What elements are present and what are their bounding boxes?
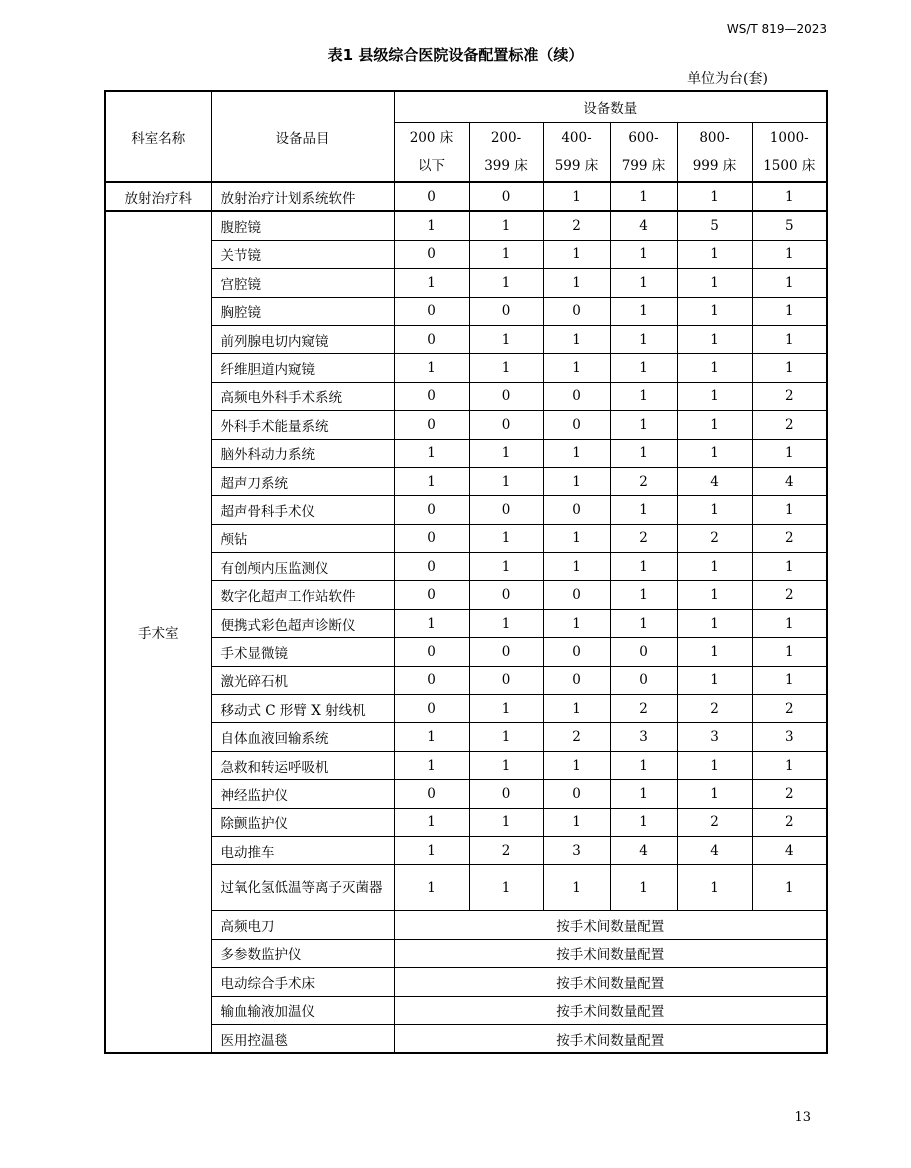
table-row xyxy=(105,996,827,1024)
bed-level-line1: 600- xyxy=(628,130,659,146)
quantity-cell: 0 xyxy=(469,666,543,694)
quantity-cell: 1 xyxy=(610,240,677,268)
quantity-cell: 1 xyxy=(752,638,827,666)
quantity-cell: 1 xyxy=(752,865,827,911)
equipment-name: 超声骨科手术仪 xyxy=(211,496,394,524)
quantity-cell: 0 xyxy=(543,411,610,439)
quantity-cell: 1 xyxy=(469,524,543,552)
quantity-cell: 0 xyxy=(394,553,469,581)
quantity-cell: 1 xyxy=(752,354,827,382)
quantity-cell: 1 xyxy=(469,553,543,581)
quantity-cell: 1 xyxy=(543,808,610,836)
table-row xyxy=(105,467,827,495)
quantity-cell: 0 xyxy=(394,411,469,439)
quantity-cell: 2 xyxy=(610,467,677,495)
table-row xyxy=(105,240,827,268)
quantity-cell: 1 xyxy=(543,865,610,911)
quantity-cell: 4 xyxy=(610,211,677,240)
table-row xyxy=(105,439,827,467)
table-row xyxy=(105,496,827,524)
quantity-cell: 1 xyxy=(677,382,752,410)
quantity-cell: 1 xyxy=(677,553,752,581)
quantity-cell: 4 xyxy=(677,836,752,864)
config-note-cell: 按手术间数量配置 xyxy=(394,939,827,967)
quantity-cell: 1 xyxy=(677,411,752,439)
quantity-cell: 1 xyxy=(469,354,543,382)
equipment-name: 胸腔镜 xyxy=(211,297,394,325)
quantity-cell: 1 xyxy=(610,325,677,353)
quantity-cell: 1 xyxy=(677,439,752,467)
config-note-cell: 按手术间数量配置 xyxy=(394,996,827,1024)
quantity-cell: 1 xyxy=(610,439,677,467)
quantity-cell: 2 xyxy=(752,780,827,808)
quantity-cell: 0 xyxy=(394,240,469,268)
bed-level-line1: 400- xyxy=(561,130,592,146)
quantity-group-header: 设备数量 xyxy=(394,91,827,123)
quantity-cell: 2 xyxy=(543,723,610,751)
quantity-cell: 0 xyxy=(543,780,610,808)
table-row xyxy=(105,968,827,996)
quantity-cell: 1 xyxy=(543,354,610,382)
quantity-cell: 1 xyxy=(677,182,752,211)
bed-level-header xyxy=(752,123,827,183)
quantity-cell: 0 xyxy=(610,666,677,694)
quantity-cell: 1 xyxy=(677,496,752,524)
table-row xyxy=(105,581,827,609)
quantity-cell: 1 xyxy=(677,325,752,353)
equipment-name: 电动推车 xyxy=(211,836,394,864)
quantity-cell: 1 xyxy=(394,609,469,637)
quantity-cell: 1 xyxy=(610,182,677,211)
equipment-name: 超声刀系统 xyxy=(211,467,394,495)
quantity-cell: 1 xyxy=(752,609,827,637)
quantity-cell: 2 xyxy=(752,524,827,552)
table-row xyxy=(105,354,827,382)
quantity-cell: 1 xyxy=(469,751,543,779)
quantity-cell: 3 xyxy=(610,723,677,751)
bed-level-line1: 200- xyxy=(490,130,522,146)
quantity-cell: 1 xyxy=(394,211,469,240)
quantity-cell: 2 xyxy=(610,695,677,723)
quantity-cell: 1 xyxy=(543,553,610,581)
quantity-cell: 0 xyxy=(394,297,469,325)
table-row xyxy=(105,939,827,967)
table-row xyxy=(105,297,827,325)
quantity-cell: 1 xyxy=(677,581,752,609)
quantity-cell: 5 xyxy=(677,211,752,240)
quantity-cell: 1 xyxy=(610,553,677,581)
quantity-cell: 1 xyxy=(610,354,677,382)
quantity-cell: 0 xyxy=(469,638,543,666)
quantity-cell: 1 xyxy=(469,269,543,297)
quantity-cell: 1 xyxy=(543,269,610,297)
quantity-cell: 1 xyxy=(610,581,677,609)
quantity-cell: 0 xyxy=(394,638,469,666)
quantity-cell: 2 xyxy=(677,695,752,723)
dept-column-header: 科室名称 xyxy=(105,91,211,182)
equipment-name: 宫腔镜 xyxy=(211,269,394,297)
quantity-cell: 0 xyxy=(469,496,543,524)
bed-level-header xyxy=(394,123,469,183)
quantity-cell: 1 xyxy=(752,269,827,297)
equipment-name: 移动式 C 形臂 X 射线机 xyxy=(211,695,394,723)
quantity-cell: 2 xyxy=(543,211,610,240)
equipment-name: 自体血液回输系统 xyxy=(211,723,394,751)
quantity-cell: 4 xyxy=(610,836,677,864)
quantity-cell: 0 xyxy=(394,666,469,694)
equipment-name: 高频电刀 xyxy=(211,911,394,939)
dept-operating-room: 手术室 xyxy=(105,211,211,1053)
bed-level-line2: 以下 xyxy=(418,158,445,174)
quantity-cell: 1 xyxy=(469,439,543,467)
table-row xyxy=(105,382,827,410)
quantity-cell: 1 xyxy=(677,751,752,779)
quantity-cell: 1 xyxy=(677,609,752,637)
quantity-cell: 2 xyxy=(752,581,827,609)
quantity-cell: 0 xyxy=(543,638,610,666)
table-row xyxy=(105,269,827,297)
quantity-cell: 0 xyxy=(543,382,610,410)
quantity-cell: 1 xyxy=(469,723,543,751)
page-number: 13 xyxy=(794,1110,811,1125)
dept-radiotherapy: 放射治疗科 xyxy=(105,182,211,211)
table-row xyxy=(105,666,827,694)
equipment-name: 关节镜 xyxy=(211,240,394,268)
quantity-cell: 1 xyxy=(677,780,752,808)
quantity-cell: 0 xyxy=(543,581,610,609)
table-row xyxy=(105,182,827,211)
equipment-name: 手术显微镜 xyxy=(211,638,394,666)
config-note-cell: 按手术间数量配置 xyxy=(394,968,827,996)
equipment-name: 外科手术能量系统 xyxy=(211,411,394,439)
equipment-name: 放射治疗计划系统软件 xyxy=(211,182,394,211)
quantity-cell: 0 xyxy=(469,382,543,410)
table-row xyxy=(105,865,827,911)
quantity-cell: 1 xyxy=(394,354,469,382)
equipment-name: 有创颅内压监测仪 xyxy=(211,553,394,581)
quantity-cell: 1 xyxy=(610,269,677,297)
quantity-cell: 0 xyxy=(543,297,610,325)
table-row xyxy=(105,723,827,751)
unit-note: 单位为台(套) xyxy=(687,71,768,87)
quantity-cell: 1 xyxy=(394,467,469,495)
quantity-cell: 1 xyxy=(610,297,677,325)
quantity-cell: 0 xyxy=(394,325,469,353)
table-row xyxy=(105,836,827,864)
table-row xyxy=(105,411,827,439)
quantity-cell: 1 xyxy=(469,695,543,723)
quantity-cell: 4 xyxy=(752,467,827,495)
equipment-name: 激光碎石机 xyxy=(211,666,394,694)
quantity-cell: 4 xyxy=(752,836,827,864)
quantity-cell: 1 xyxy=(752,666,827,694)
quantity-cell: 0 xyxy=(394,780,469,808)
quantity-cell: 1 xyxy=(543,467,610,495)
quantity-cell: 2 xyxy=(610,524,677,552)
bed-level-line1: 1000- xyxy=(769,130,809,146)
quantity-cell: 1 xyxy=(677,638,752,666)
equipment-name: 除颤监护仪 xyxy=(211,808,394,836)
quantity-cell: 0 xyxy=(469,581,543,609)
bed-level-header xyxy=(469,123,543,183)
quantity-cell: 2 xyxy=(677,808,752,836)
quantity-cell: 0 xyxy=(543,496,610,524)
quantity-cell: 2 xyxy=(469,836,543,864)
table-row xyxy=(105,211,827,240)
quantity-cell: 2 xyxy=(752,808,827,836)
table-row xyxy=(105,695,827,723)
quantity-cell: 2 xyxy=(752,382,827,410)
table-row xyxy=(105,751,827,779)
table-row xyxy=(105,553,827,581)
bed-level-line2: 999 床 xyxy=(692,158,737,174)
quantity-cell: 1 xyxy=(752,496,827,524)
quantity-cell: 3 xyxy=(543,836,610,864)
quantity-cell: 1 xyxy=(469,211,543,240)
quantity-cell: 1 xyxy=(610,751,677,779)
quantity-cell: 0 xyxy=(394,382,469,410)
config-note-cell: 按手术间数量配置 xyxy=(394,1024,827,1053)
bed-level-line1: 200 床 xyxy=(409,130,454,146)
quantity-cell: 1 xyxy=(677,240,752,268)
quantity-cell: 1 xyxy=(543,325,610,353)
quantity-cell: 3 xyxy=(752,723,827,751)
item-column-header: 设备品目 xyxy=(211,91,394,182)
quantity-cell: 1 xyxy=(469,325,543,353)
quantity-cell: 1 xyxy=(677,865,752,911)
quantity-cell: 1 xyxy=(610,780,677,808)
quantity-cell: 1 xyxy=(394,865,469,911)
quantity-cell: 4 xyxy=(677,467,752,495)
quantity-cell: 1 xyxy=(677,269,752,297)
quantity-cell: 0 xyxy=(610,638,677,666)
equipment-name: 多参数监护仪 xyxy=(211,939,394,967)
quantity-cell: 1 xyxy=(469,240,543,268)
quantity-cell: 1 xyxy=(543,182,610,211)
table-row xyxy=(105,1024,827,1053)
bed-level-line1: 800- xyxy=(699,130,730,146)
quantity-cell: 2 xyxy=(677,524,752,552)
quantity-cell: 1 xyxy=(543,751,610,779)
equipment-name: 高频电外科手术系统 xyxy=(211,382,394,410)
equipment-name: 医用控温毯 xyxy=(211,1024,394,1053)
quantity-cell: 0 xyxy=(394,524,469,552)
quantity-cell: 5 xyxy=(752,211,827,240)
quantity-cell: 0 xyxy=(543,666,610,694)
quantity-cell: 0 xyxy=(469,297,543,325)
quantity-cell: 1 xyxy=(752,325,827,353)
quantity-cell: 0 xyxy=(469,411,543,439)
bed-level-header xyxy=(610,123,677,183)
quantity-cell: 0 xyxy=(469,182,543,211)
equipment-name: 腹腔镜 xyxy=(211,211,394,240)
equipment-name: 前列腺电切内窥镜 xyxy=(211,325,394,353)
table-row xyxy=(105,911,827,939)
equipment-name: 过氧化氢低温等离子灭菌器 xyxy=(211,865,394,911)
table-title: 表1 县级综合医院设备配置标准（续） xyxy=(327,46,584,64)
quantity-cell: 3 xyxy=(677,723,752,751)
equipment-name: 神经监护仪 xyxy=(211,780,394,808)
quantity-cell: 1 xyxy=(469,808,543,836)
quantity-cell: 1 xyxy=(677,666,752,694)
config-note-cell: 按手术间数量配置 xyxy=(394,911,827,939)
quantity-cell: 0 xyxy=(394,695,469,723)
equipment-name: 纤维胆道内窥镜 xyxy=(211,354,394,382)
bed-level-line2: 799 床 xyxy=(621,158,666,174)
quantity-cell: 1 xyxy=(543,439,610,467)
table-row xyxy=(105,609,827,637)
quantity-cell: 1 xyxy=(752,297,827,325)
quantity-cell: 1 xyxy=(752,751,827,779)
quantity-cell: 1 xyxy=(752,240,827,268)
quantity-cell: 1 xyxy=(610,382,677,410)
quantity-cell: 2 xyxy=(752,695,827,723)
quantity-cell: 1 xyxy=(469,609,543,637)
quantity-cell: 1 xyxy=(677,297,752,325)
quantity-cell: 0 xyxy=(469,780,543,808)
equipment-name: 颅钻 xyxy=(211,524,394,552)
equipment-name: 便携式彩色超声诊断仪 xyxy=(211,609,394,637)
table-row xyxy=(105,524,827,552)
bed-level-line2: 599 床 xyxy=(554,158,599,174)
quantity-cell: 1 xyxy=(752,439,827,467)
table-row xyxy=(105,638,827,666)
quantity-cell: 1 xyxy=(543,524,610,552)
quantity-cell: 2 xyxy=(752,411,827,439)
quantity-cell: 0 xyxy=(394,581,469,609)
equipment-name: 脑外科动力系统 xyxy=(211,439,394,467)
equipment-name: 数字化超声工作站软件 xyxy=(211,581,394,609)
quantity-cell: 1 xyxy=(543,240,610,268)
quantity-cell: 1 xyxy=(610,808,677,836)
bed-level-line2: 1500 床 xyxy=(763,158,816,174)
quantity-cell: 1 xyxy=(394,751,469,779)
table-row xyxy=(105,325,827,353)
quantity-cell: 0 xyxy=(394,182,469,211)
equipment-table xyxy=(104,90,828,1054)
quantity-cell: 1 xyxy=(610,496,677,524)
quantity-cell: 1 xyxy=(752,182,827,211)
equipment-name: 输血输液加温仪 xyxy=(211,996,394,1024)
quantity-cell: 1 xyxy=(469,865,543,911)
quantity-cell: 1 xyxy=(394,723,469,751)
table-row xyxy=(105,808,827,836)
quantity-cell: 1 xyxy=(543,695,610,723)
equipment-name: 急救和转运呼吸机 xyxy=(211,751,394,779)
quantity-cell: 1 xyxy=(394,836,469,864)
quantity-cell: 1 xyxy=(610,609,677,637)
quantity-cell: 1 xyxy=(610,411,677,439)
quantity-cell: 1 xyxy=(752,553,827,581)
quantity-cell: 1 xyxy=(394,808,469,836)
quantity-cell: 1 xyxy=(469,467,543,495)
equipment-name: 电动综合手术床 xyxy=(211,968,394,996)
document-code: WS/T 819—2023 xyxy=(726,22,827,36)
quantity-cell: 1 xyxy=(394,269,469,297)
quantity-cell: 1 xyxy=(394,439,469,467)
bed-level-header xyxy=(543,123,610,183)
quantity-cell: 1 xyxy=(677,354,752,382)
table-row xyxy=(105,780,827,808)
quantity-cell: 1 xyxy=(543,609,610,637)
bed-level-line2: 399 床 xyxy=(484,158,528,174)
bed-level-header xyxy=(677,123,752,183)
quantity-cell: 0 xyxy=(394,496,469,524)
quantity-cell: 1 xyxy=(610,865,677,911)
